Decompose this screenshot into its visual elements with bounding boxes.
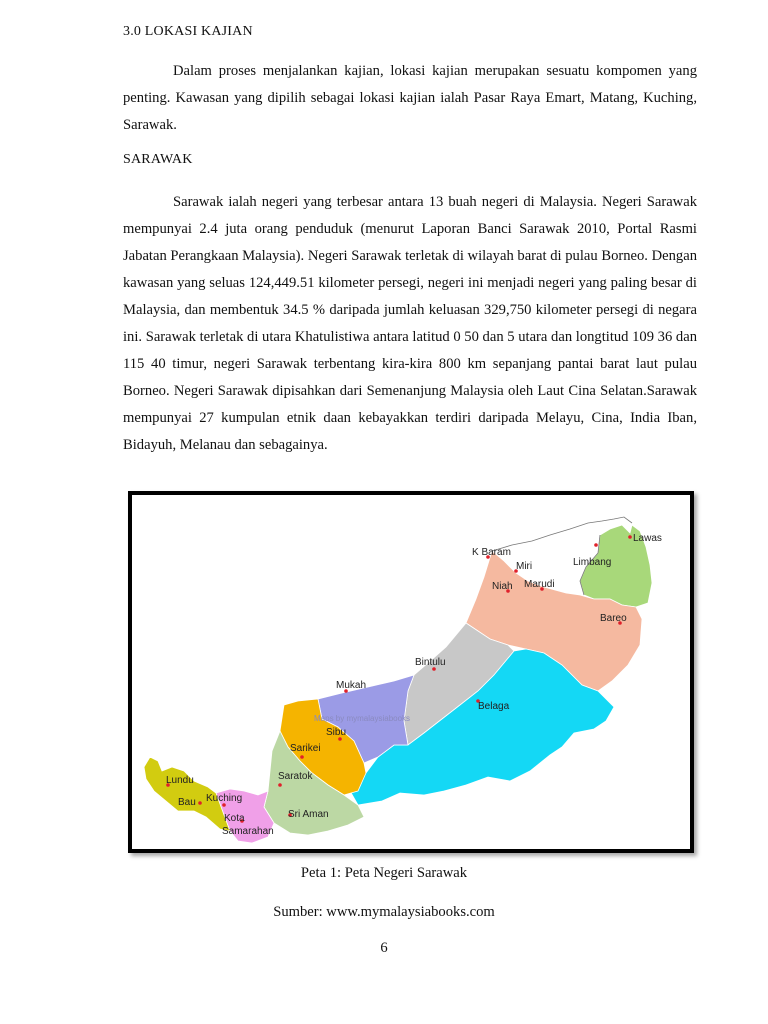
map-source: Sumber: www.mymalaysiabooks.com (273, 904, 495, 920)
town-label-lundu: Lundu (166, 775, 194, 786)
town-label-bareo: Bareo (600, 613, 627, 624)
town-label-niah: Niah (492, 581, 513, 592)
town-label-samarahan: Samarahan (222, 826, 274, 837)
town-label-saratok: Saratok (278, 771, 313, 782)
town-label-sibu: Sibu (326, 727, 347, 738)
town-label-sri-aman: Sri Aman (288, 809, 329, 820)
sarawak-map (128, 491, 694, 853)
town-label-miri: Miri (516, 561, 533, 572)
town-label-sarikei: Sarikei (290, 743, 321, 754)
map-caption: Peta 1: Peta Negeri Sarawak (300, 865, 468, 881)
town-label-limbang: Limbang (573, 557, 612, 568)
intro-paragraph: Dalam proses menjalankan kajian, lokasi kajian merupakan sesuatu kompomen yang penting. Kawasan yang dipilih sebagai lokasi kajian ialah Pasar Raya Emart, Matang, Kuching, Sarawak. (123, 63, 697, 133)
sarawak-paragraph: Sarawak ialah negeri yang terbesar antara 13 buah negeri di Malaysia. Negeri Sarawak mempunyai 2.4 juta orang penduduk (menurut Laporan Banci Sarawak 2010, Portal Rasmi Jabatan Perangkaan Malaysia). Negeri Sarawak terletak di wilayah barat di pulau Borneo. Dengan kawasan yang seluas 124,449.51 kilometer persegi, negeri ini menjadi negeri yang paling besar di Malaysia, dan membentuk 34.5 % daripada jumlah keluasan 329,750 kilometer persegi di negara ini. Sarawak terletak di utara Khatulistiwa antara latitud 0 50 dan 5 utara dan longtitud 109 36 dan 115 40 timur, negeri Sarawak terbentang kira-kira 800 km sepanjang pantai barat laut pulau Borneo. Negeri Sarawak dipisahkan dari Semenanjung Malaysia oleh Laut Cina Selatan.Sarawak mempunyai 27 kumpulan etnik daan kebayakkan terdiri daripada Melayu, Cina, India Iban, Bidayuh, Melanau dan sebagainya. (123, 194, 697, 453)
town-dot-saratok (278, 783, 282, 787)
sarawak-map-svg (132, 495, 690, 849)
town-dot-limbang (594, 543, 598, 547)
town-label-mukah: Mukah (336, 680, 367, 691)
town-dot-bau (198, 801, 202, 805)
town-label-kota: Kota (224, 813, 245, 824)
page-number: 6 (380, 940, 388, 956)
town-label-marudi: Marudi (524, 579, 555, 590)
town-dot-sarikei (300, 755, 304, 759)
town-dot-lawas (628, 535, 632, 539)
town-label-belaga: Belaga (478, 701, 510, 712)
town-label-bintulu: Bintulu (415, 657, 446, 668)
town-label-k-baram: K Baram (472, 547, 511, 558)
town-label-bau: Bau (178, 797, 196, 808)
town-label-lawas: Lawas (633, 533, 662, 544)
section-heading: 3.0 LOKASI KAJIAN (123, 24, 253, 39)
subsection-heading: SARAWAK (123, 152, 193, 167)
town-label-kuching: Kuching (206, 793, 243, 804)
map-watermark: Maps by mymalaysiabooks (314, 714, 411, 723)
